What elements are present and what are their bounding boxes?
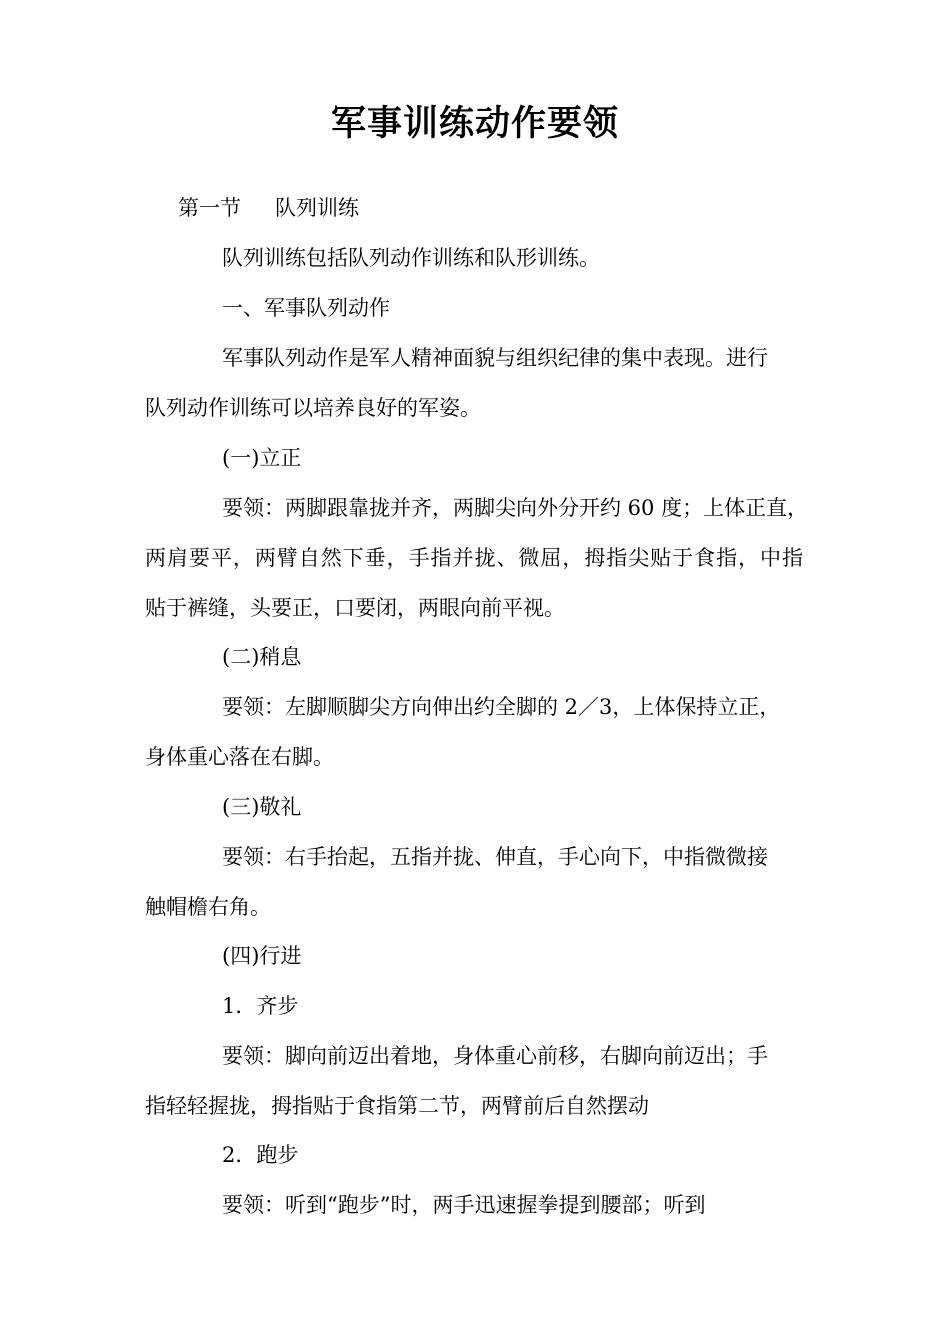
heading-at-ease: (二)稍息	[222, 645, 302, 669]
heading-salute: (三)敬礼	[222, 795, 302, 819]
document-title: 军事训练动作要领	[330, 103, 619, 144]
attention-line-3: 贴于裤缝，头要正，口要闭，两眼向前平视。	[145, 596, 565, 620]
quick-march-line-1: 要领：脚向前迈出着地，身体重心前移，右脚向前迈出；手	[222, 1044, 768, 1068]
paragraph-1-line-1: 军事队列动作是军人精神面貌与组织纪律的集中表现。进行	[222, 346, 768, 370]
section-label: 第一节	[178, 196, 241, 220]
heading-marching: (四)行进	[222, 944, 302, 968]
paragraph-1-line-2: 队列动作训练可以培养良好的军姿。	[145, 396, 481, 420]
salute-line-1: 要领：右手抬起，五指并拢、伸直，手心向下，中指微微接	[222, 845, 768, 869]
at-ease-line-2: 身体重心落在右脚。	[145, 745, 334, 769]
heading-military-drill: 一、军事队列动作	[222, 296, 390, 320]
section-heading	[178, 193, 359, 223]
double-time-line-1: 要领：听到“跑步”时，两手迅速握拳提到腰部；听到	[222, 1193, 706, 1217]
salute-line-2: 触帽檐右角。	[145, 895, 271, 919]
intro-paragraph: 队列训练包括队列动作训练和队形训练。	[222, 246, 600, 270]
at-ease-line-1: 要领：左脚顺脚尖方向伸出约全脚的 2／3，上体保持立正，	[222, 695, 781, 719]
heading-double-time: 2．跑步	[222, 1143, 299, 1167]
section-name: 队列训练	[275, 196, 359, 220]
quick-march-line-2: 指轻轻握拢，拇指贴于食指第二节，两臂前后自然摆动	[145, 1094, 649, 1118]
attention-line-1: 要领：两脚跟靠拢并齐，两脚尖向外分开约 60 度；上体正直，	[222, 496, 809, 520]
heading-quick-march: 1．齐步	[222, 994, 299, 1018]
attention-line-2: 两肩要平，两臂自然下垂，手指并拢、微屈，拇指尖贴于食指，中指	[145, 546, 803, 570]
heading-attention: (一)立正	[222, 446, 302, 470]
